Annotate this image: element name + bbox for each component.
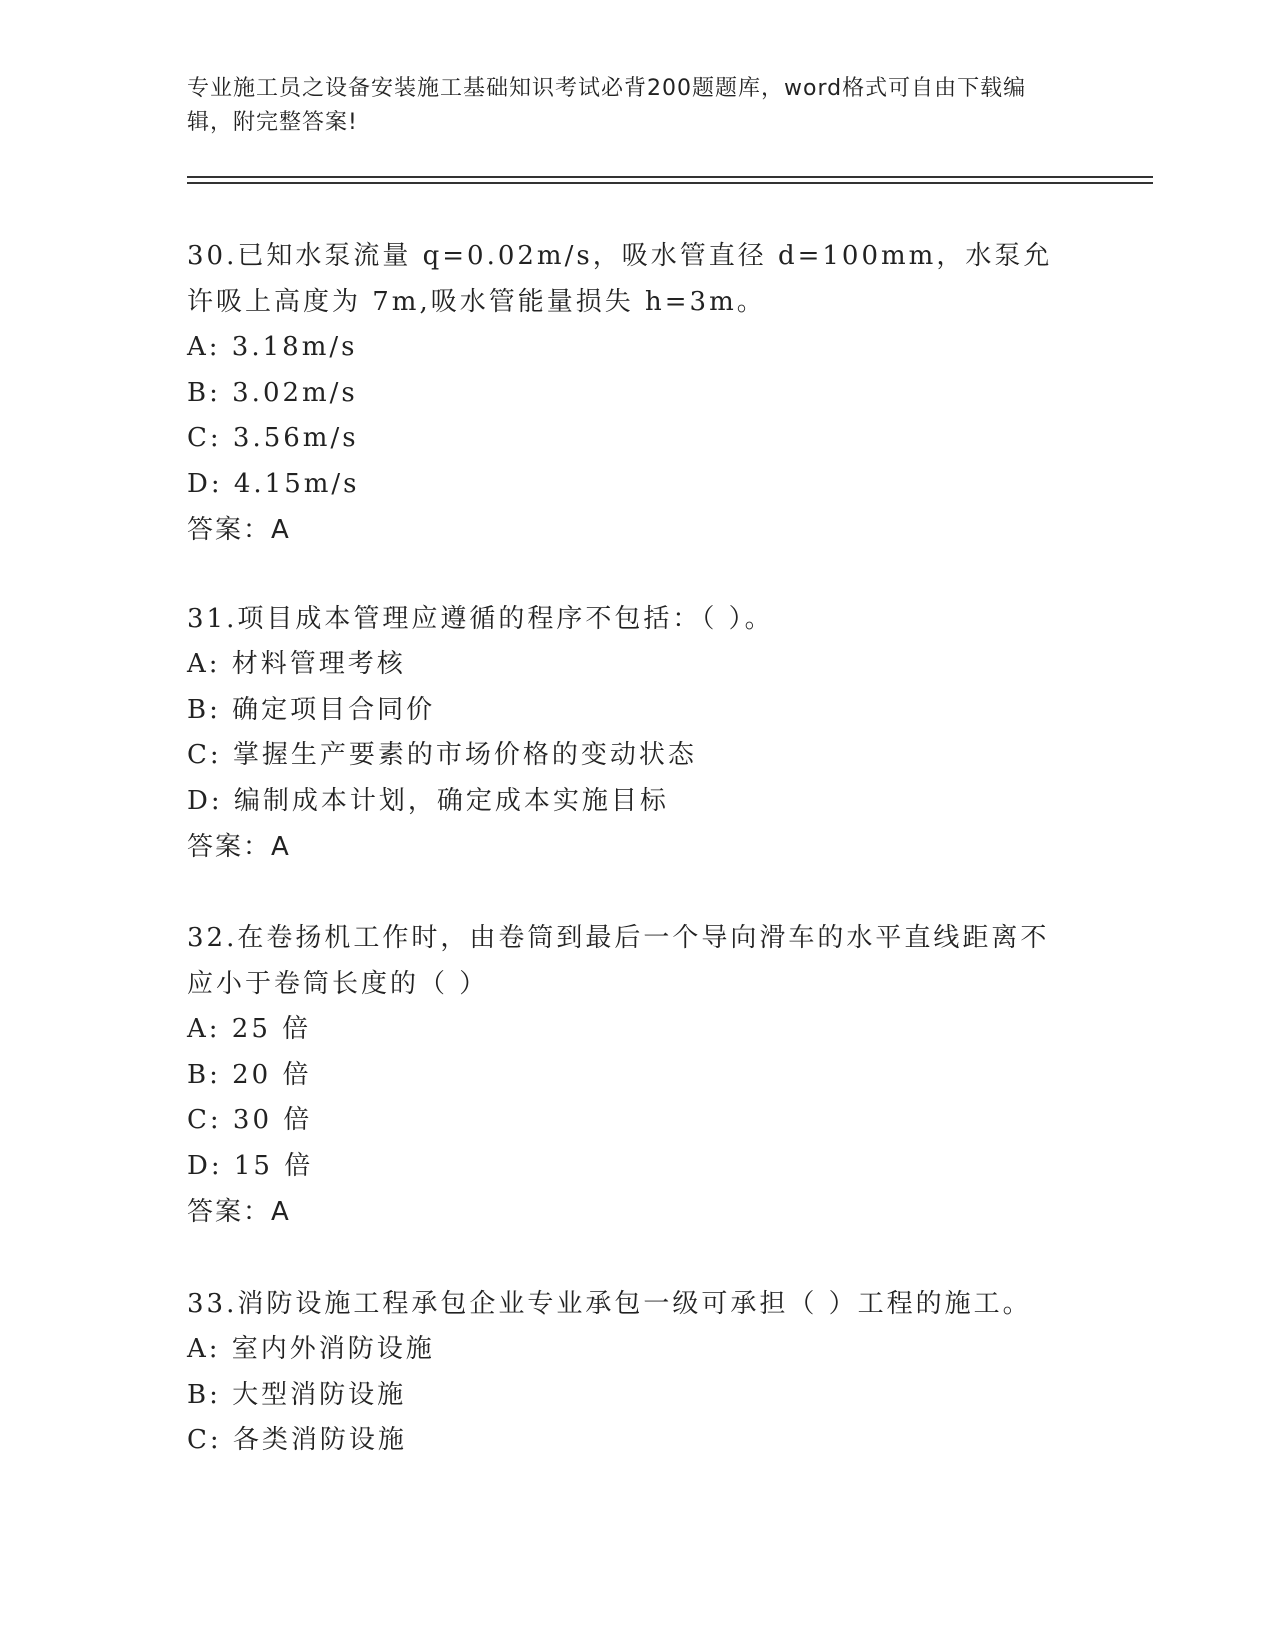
document-header: 专业施工员之设备安装施工基础知识考试必背200题题库，word格式可自由下载编辑，附完整答案!: [187, 76, 1027, 135]
question-stem: 33.消防设施工程承包企业专业承包一级可承担（ ）工程的施工。: [187, 1289, 1032, 1319]
option-b: B: 大型消防设施: [187, 1379, 407, 1410]
header-divider-top: [187, 176, 1153, 178]
header-divider-bottom: [187, 182, 1153, 184]
question-31: [187, 596, 1077, 870]
option-b: B: 确定项目合同价: [187, 694, 436, 725]
answer-label: 答案：A: [187, 515, 291, 545]
question-stem: 32.在卷扬机工作时，由卷筒到最后一个导向滑车的水平直线距离不应小于卷筒长度的（ ）: [187, 923, 1050, 999]
option-a: A: 室内外消防设施: [187, 1334, 435, 1364]
option-d: D: 编制成本计划，确定成本实施目标: [187, 785, 669, 816]
option-d: D: 4.15m/s: [187, 468, 360, 499]
question-stem: 30.已知水泵流量 q=0.02m/s，吸水管直径 d=100mm，水泵允许吸上高度为 7m,吸水管能量损失 h=3m。: [187, 241, 1053, 317]
option-c: C: 30 倍: [187, 1105, 313, 1135]
question-30: [187, 233, 1077, 553]
answer-label: 答案：A: [187, 1197, 291, 1227]
option-a: A: 3.18m/s: [187, 332, 358, 362]
option-a: A: 25 倍: [187, 1014, 312, 1044]
option-c: C: 掌握生产要素的市场价格的变动状态: [187, 740, 697, 770]
question-33: [187, 1281, 1077, 1464]
question-32: [187, 915, 1077, 1235]
option-b: B: 3.02m/s: [187, 377, 358, 408]
option-d: D: 15 倍: [187, 1150, 314, 1181]
option-b: B: 20 倍: [187, 1059, 312, 1090]
option-c: C: 各类消防设施: [187, 1425, 407, 1455]
option-a: A: 材料管理考核: [187, 649, 406, 679]
answer-label: 答案：A: [187, 832, 291, 862]
option-c: C: 3.56m/s: [187, 423, 359, 453]
question-stem: 31.项目成本管理应遵循的程序不包括：（ ）。: [187, 604, 774, 634]
